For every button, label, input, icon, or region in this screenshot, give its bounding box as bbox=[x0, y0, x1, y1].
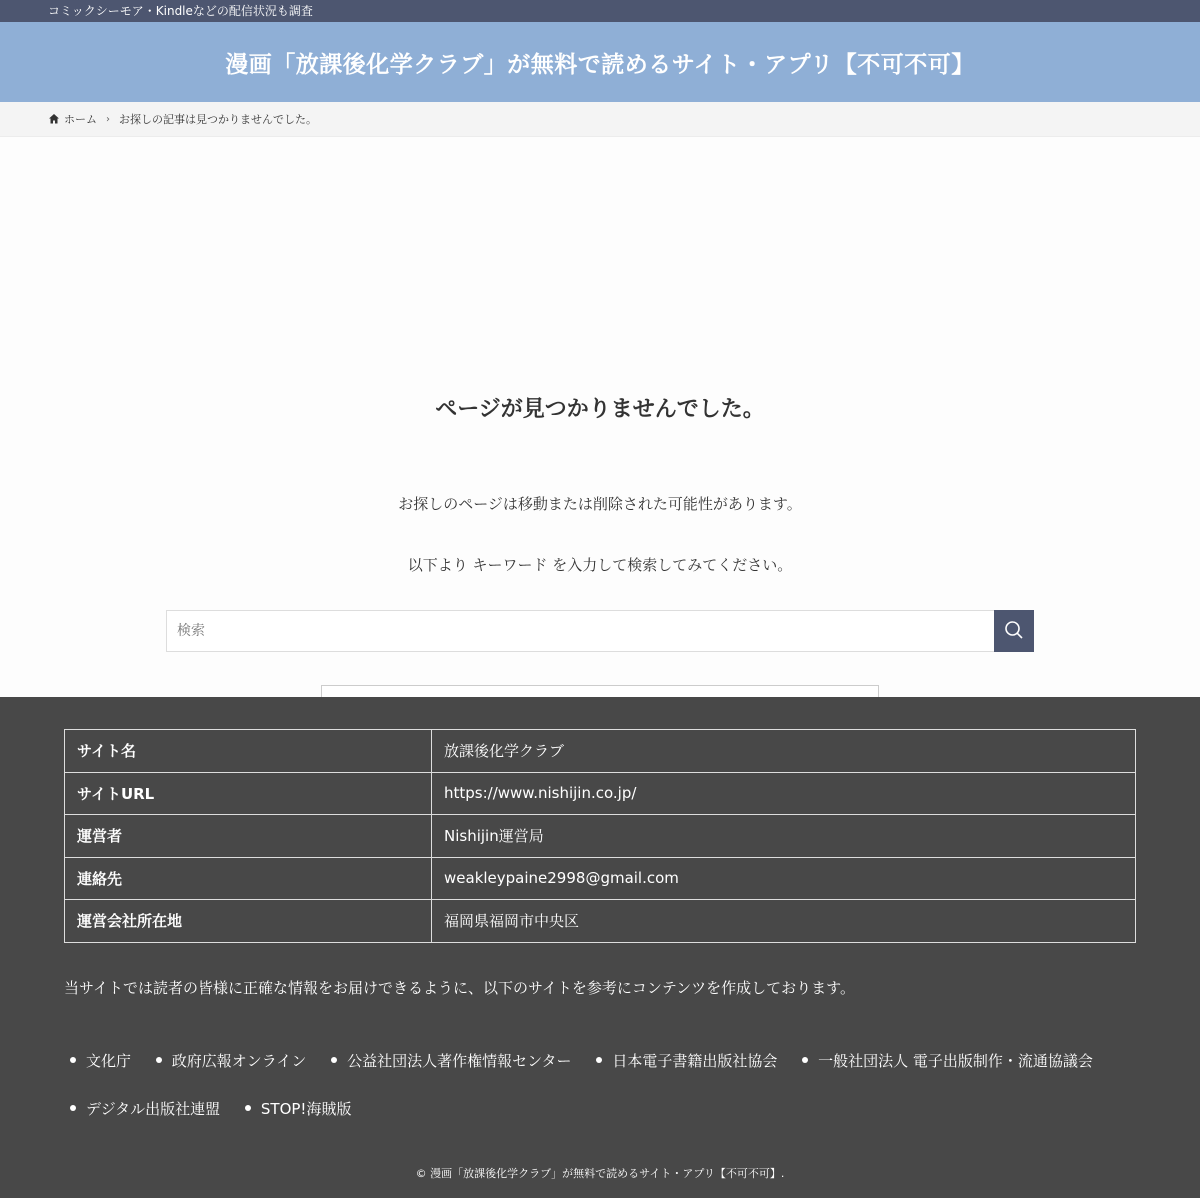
table-value: 福岡県福岡市中央区 bbox=[432, 900, 1136, 943]
table-label: サイトURL bbox=[65, 772, 432, 815]
table-row bbox=[65, 772, 1136, 815]
reference-link[interactable]: 一般社団法人 電子出版制作・流通協議会 bbox=[818, 1052, 1093, 1070]
bullet-icon bbox=[802, 1057, 808, 1063]
search-button[interactable] bbox=[994, 610, 1034, 652]
table-value: https://www.nishijin.co.jp/ bbox=[432, 772, 1136, 815]
table-row bbox=[65, 815, 1136, 858]
list-item bbox=[796, 1037, 1093, 1085]
page-title: ページが見つかりませんでした。 bbox=[435, 397, 765, 422]
top-bar bbox=[0, 0, 1200, 22]
site-footer bbox=[0, 697, 1200, 1198]
breadcrumb-home-link[interactable]: ホーム bbox=[64, 113, 97, 126]
search-form bbox=[166, 610, 1034, 652]
breadcrumb-current: お探しの記事は見つかりませんでした。 bbox=[119, 113, 317, 126]
bullet-icon bbox=[70, 1105, 76, 1111]
table-row bbox=[65, 730, 1136, 773]
top-bar-text: コミックシーモア・Kindleなどの配信状況も調査 bbox=[48, 4, 313, 18]
not-found-message: お探しのページは移動または削除された可能性があります。 bbox=[398, 495, 802, 513]
reference-link[interactable]: 日本電子書籍出版社協会 bbox=[612, 1052, 778, 1070]
table-value: weakleypaine2998@gmail.com bbox=[432, 857, 1136, 900]
home-icon bbox=[48, 113, 60, 125]
list-item bbox=[64, 1037, 131, 1085]
bullet-icon bbox=[70, 1057, 76, 1063]
bullet-icon bbox=[331, 1057, 337, 1063]
reference-link[interactable]: 公益社団法人著作権情報センター bbox=[347, 1052, 572, 1070]
chevron-right-icon: › bbox=[106, 113, 110, 125]
list-item bbox=[590, 1037, 777, 1085]
reference-note: 当サイトでは読者の皆様に正確な情報をお届けできるように、以下のサイトを参考にコンテンツを作成しております。 bbox=[64, 979, 855, 997]
breadcrumb bbox=[0, 102, 1200, 137]
list-item bbox=[150, 1037, 307, 1085]
search-input[interactable] bbox=[166, 610, 994, 652]
site-info-table bbox=[64, 729, 1136, 943]
search-instruction: 以下より キーワード を入力して検索してみてください。 bbox=[407, 556, 793, 574]
table-value: 放課後化学クラブ bbox=[432, 730, 1136, 773]
reference-link[interactable]: STOP!海賊版 bbox=[260, 1100, 352, 1118]
bullet-icon bbox=[245, 1105, 251, 1111]
site-header bbox=[0, 22, 1200, 102]
bullet-icon bbox=[156, 1057, 162, 1063]
table-label: 連絡先 bbox=[65, 857, 432, 900]
table-label: 運営会社所在地 bbox=[65, 900, 432, 943]
reference-link[interactable]: 文化庁 bbox=[86, 1052, 132, 1070]
table-row bbox=[65, 857, 1136, 900]
reference-link[interactable]: デジタル出版社連盟 bbox=[86, 1100, 221, 1118]
table-row bbox=[65, 900, 1136, 943]
search-icon bbox=[1004, 620, 1024, 643]
copyright: © 漫画「放課後化学クラブ」が無料で読めるサイト・アプリ【不可不可】. bbox=[415, 1167, 785, 1180]
list-item bbox=[64, 1085, 220, 1133]
main-content bbox=[0, 137, 1200, 697]
site-title[interactable]: 漫画「放課後化学クラブ」が無料で読めるサイト・アプリ【不可不可】 bbox=[225, 51, 975, 78]
reference-link[interactable]: 政府広報オンライン bbox=[171, 1052, 307, 1070]
bullet-icon bbox=[596, 1057, 602, 1063]
table-label: 運営者 bbox=[65, 815, 432, 858]
list-item bbox=[239, 1085, 352, 1133]
list-item bbox=[325, 1037, 571, 1085]
reference-links bbox=[64, 1037, 1144, 1133]
table-value: Nishijin運営局 bbox=[432, 815, 1136, 858]
table-label: サイト名 bbox=[65, 730, 432, 773]
